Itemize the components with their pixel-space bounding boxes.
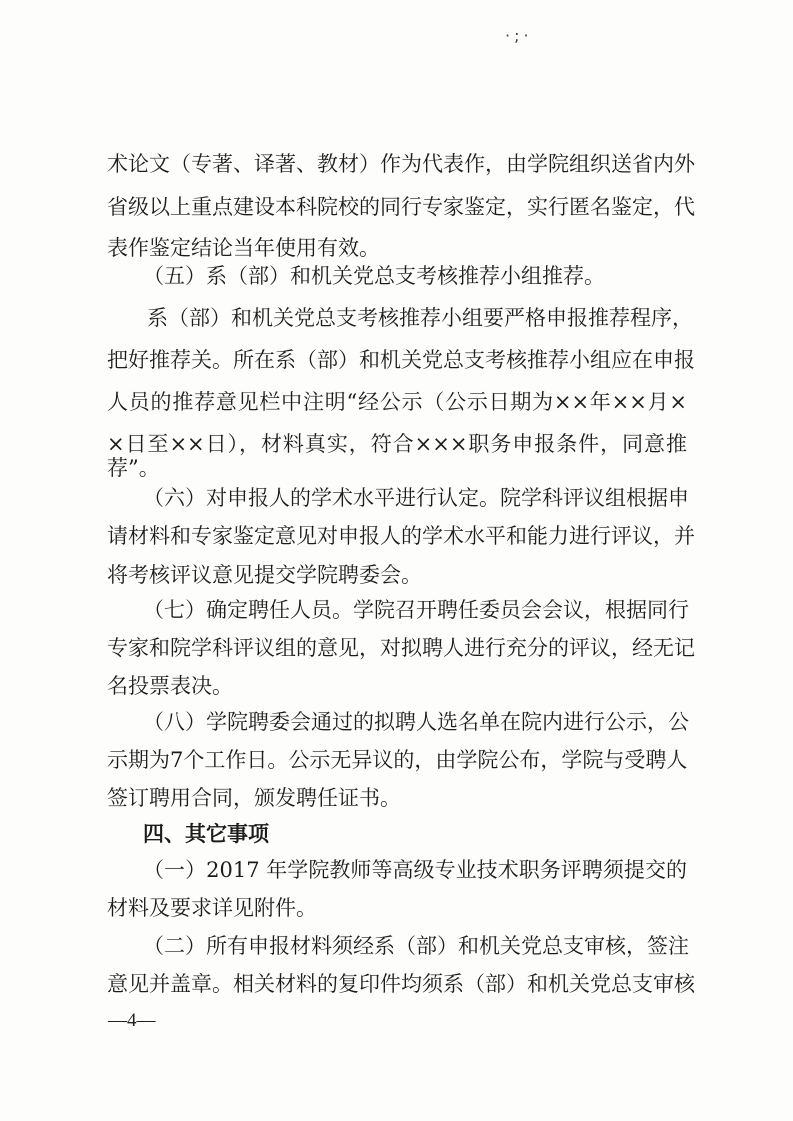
text-line: 材料及要求详见附件。 (107, 896, 317, 920)
text-line: 术论文（专著、译著、教材）作为代表作，由学院组织送省内外 (107, 152, 695, 176)
text-line: 专家和院学科评议组的意见，对拟聘人进行充分的评议，经无记 (107, 636, 695, 660)
section-heading-7: （七）确定聘任人员。学院召开聘任委员会会议，根据同行 (143, 598, 689, 622)
section-heading-8: （八）学院聘委会通过的拟聘人选名单在院内进行公示，公 (143, 710, 689, 734)
text-line: 人员的推荐意见栏中注明“经公示（公示日期为××年××月× (107, 390, 687, 414)
text-line: 表作鉴定结论当年使用有效。 (107, 236, 380, 260)
text-line: ×日至××日），材料真实，符合×××职务申报条件，同意推 (107, 432, 687, 456)
section-title-4: 四、其它事项 (143, 822, 269, 846)
text-line: 将考核评议意见提交学院聘委会。 (107, 563, 422, 587)
section-heading-6: （六）对申报人的学术水平进行认定。院学科评议组根据申 (143, 486, 689, 510)
text-line: 示期为7个工作日。公示无异议的，由学院公布，学院与受聘人 (107, 748, 688, 772)
text-line: （二）所有申报材料须经系（部）和机关党总支审核，签注 (143, 934, 689, 958)
text-line: 省级以上重点建设本科院校的同行专家鉴定，实行匿名鉴定，代 (107, 195, 695, 219)
text-line: 名投票表决。 (107, 674, 233, 698)
text-line: （一）2017 年学院教师等高级专业技术职务评聘须提交的 (143, 858, 687, 882)
text-line: 系（部）和机关党总支考核推荐小组要严格申报推荐程序， (147, 306, 693, 330)
text-line: 签订聘用合同，颁发聘任证书。 (107, 786, 401, 810)
section-heading-5: （五）系（部）和机关党总支考核推荐小组推荐。 (143, 264, 605, 288)
text-line: 请材料和专家鉴定意见对申报人的学术水平和能力进行评议，并 (107, 524, 695, 548)
page-number: —4— (108, 1010, 156, 1031)
text-line: 意见并盖章。相关材料的复印件均须系（部）和机关党总支审核 (107, 972, 695, 996)
scan-mark: ·;· (505, 26, 533, 45)
text-line: 把好推荐关。所在系（部）和机关党总支考核推荐小组应在申报 (107, 348, 695, 372)
text-line: 荐”。 (107, 456, 160, 480)
